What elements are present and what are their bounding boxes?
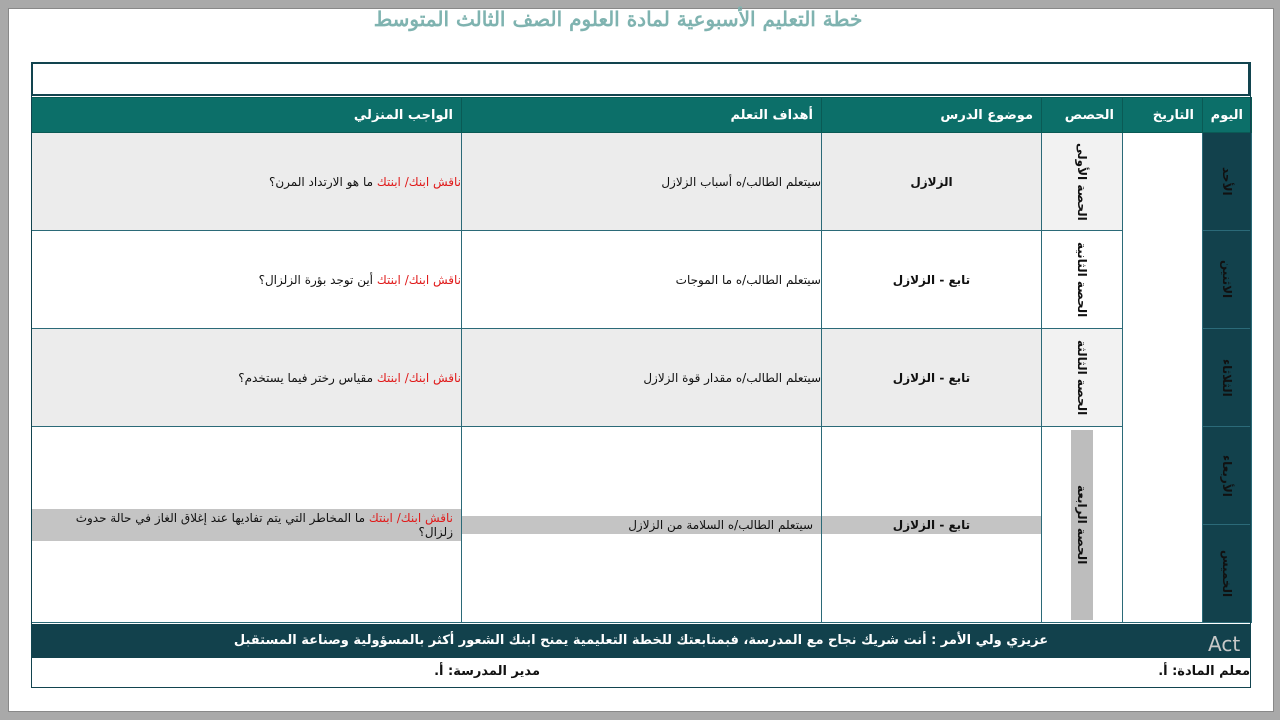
header-day: اليوم — [1203, 98, 1252, 133]
header-goals: أهداف التعلم — [462, 98, 822, 133]
header-banner — [31, 62, 1250, 96]
period-strip — [1071, 430, 1093, 620]
homework-prefix: ناقش ابنك/ ابنتك — [368, 510, 453, 525]
day-label: الثلاثاء — [1220, 358, 1234, 397]
topic-cell: تابع - الزلازل — [822, 329, 1042, 427]
homework-cell — [32, 427, 462, 623]
period-cell — [1042, 231, 1123, 329]
day-label: الأحد — [1220, 167, 1234, 196]
table-row — [32, 133, 1252, 231]
date-cell[interactable] — [1123, 133, 1203, 623]
homework-text: ما هو الارتداد المرن؟ — [268, 174, 374, 189]
homework-cell — [32, 231, 462, 329]
period-cell — [1042, 329, 1123, 427]
topic-bar: تابع - الزلازل — [822, 516, 1041, 534]
header-homework: الواجب المنزلي — [32, 98, 462, 133]
period-cell — [1042, 133, 1123, 231]
period-label: الحصة الثانية — [1075, 241, 1089, 318]
weekly-plan-table — [31, 97, 1252, 623]
homework-prefix: ناقش ابنك/ ابنتك — [376, 370, 461, 385]
day-cell — [1203, 427, 1252, 525]
homework-text: مقياس رختر فيما يستخدم؟ — [238, 370, 374, 385]
day-label: الخميس — [1220, 549, 1234, 598]
table-row — [32, 329, 1252, 427]
homework-cell — [32, 329, 462, 427]
day-cell — [1203, 133, 1252, 231]
topic-cell: الزلازل — [822, 133, 1042, 231]
homework-text: أين توجد بؤرة الزلزال؟ — [258, 272, 374, 287]
period-label: الحصة الرابعة — [1075, 484, 1089, 565]
goal-bar: سيتعلم الطالب/ه السلامة من الزلازل — [462, 516, 821, 534]
goal-cell: سيتعلم الطالب/ه مقدار قوة الزلازل — [462, 329, 822, 427]
activation-watermark: Act — [1208, 632, 1241, 656]
homework-bar — [32, 509, 461, 541]
homework-text: ما المخاطر التي يتم تفاديها عند إغلاق الغاز في حالة حدوث زلزال؟ — [75, 510, 453, 539]
table-row — [32, 427, 1252, 525]
goal-cell: سيتعلم الطالب/ه أسباب الزلازل — [462, 133, 822, 231]
day-cell — [1203, 525, 1252, 623]
homework-cell — [32, 133, 462, 231]
day-label: الأربعاء — [1220, 454, 1234, 497]
day-label: الاثنين — [1220, 260, 1234, 299]
day-cell — [1203, 231, 1252, 329]
period-cell — [1042, 427, 1123, 623]
period-label: الحصة الثالثة — [1075, 339, 1089, 416]
period-label: الحصة الأولى — [1075, 142, 1089, 221]
header-topic: موضوع الدرس — [822, 98, 1042, 133]
principal-signature: مدير المدرسة: أ. — [434, 664, 540, 679]
parent-note: عزيزي ولي الأمر : أنت شريك نجاح مع المدرسة، فبمتابعتك للخطة التعليمية يمنح ابنك الشعور أكثر بالمسؤولية وصناعة المستقبل — [31, 624, 1251, 658]
goal-cell: سيتعلم الطالب/ه ما الموجات — [462, 231, 822, 329]
homework-prefix: ناقش ابنك/ ابنتك — [376, 272, 461, 287]
goal-cell — [462, 427, 822, 623]
page-title: خطة التعليم الأسبوعية لمادة العلوم الصف الثالث المتوسط — [373, 7, 863, 31]
topic-cell — [822, 427, 1042, 623]
day-cell — [1203, 329, 1252, 427]
header-date: التاريخ — [1123, 98, 1203, 133]
homework-prefix: ناقش ابنك/ ابنتك — [376, 174, 461, 189]
table-header-row — [32, 98, 1252, 133]
topic-cell: تابع - الزلازل — [822, 231, 1042, 329]
header-periods: الحصص — [1042, 98, 1123, 133]
teacher-signature: معلم المادة: أ. — [1158, 664, 1250, 679]
table-row — [32, 231, 1252, 329]
